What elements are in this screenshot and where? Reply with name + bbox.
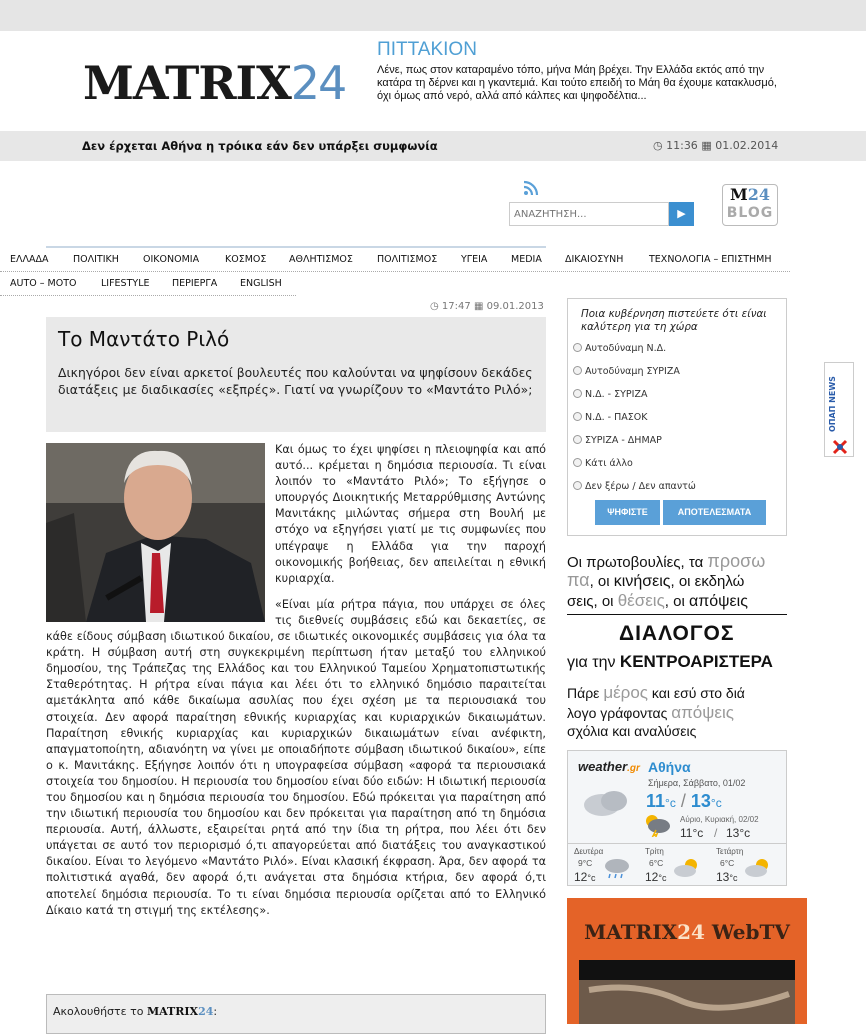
calendar-icon: ▦	[701, 139, 712, 152]
radio-icon[interactable]	[573, 435, 582, 444]
nav-item-economy[interactable]: ΟΙΚΟΝΟΜΙΑ	[143, 254, 200, 265]
article-lead: Δικηγόροι δεν είναι αρκετοί βουλευτές που καλούνται να ψηφίσουν δεκάδες διατάξεις με διαδικασίες «εξπρές». Γιατί να γνωρίζουν το «Μαντάτο Ριλό»;	[58, 365, 533, 397]
webtv-video[interactable]	[579, 960, 795, 1024]
top-bar	[0, 0, 866, 31]
poll-option[interactable]: Κάτι άλλο	[573, 458, 633, 469]
article-title: Το Μαντάτο Ριλό	[58, 327, 230, 351]
article-body	[46, 442, 546, 929]
poll-question: Ποια κυβέρνηση πιστεύετε ότι είναι καλύτερη για τη χώρα	[581, 308, 767, 333]
dialogos-title: ΔΙΑΛΟΓΟΣ	[619, 622, 735, 645]
follow-brand: MATRIX24	[146, 1005, 214, 1018]
opap-news-badge[interactable]: ΟΠΑΠ NEWS	[824, 362, 854, 457]
nav-item-sports[interactable]: ΑΘΛΗΤΙΣΜΟΣ	[289, 254, 353, 265]
poll-option[interactable]: Αυτοδύναμη ΣΥΡΙΖΑ	[573, 366, 680, 377]
article-header	[46, 317, 546, 432]
storm-cloud-icon	[644, 813, 672, 837]
pittakion-text[interactable]: Λένε, πως στον καταραμένο τόπο, μήνα Μάη βρέχει. Την Ελλάδα εκτός από την κατάρα τη δέρνει και η γκαντεμιά. Και τούτο επειδή το Μάη θα έχουμε κατακλυσμό, όχι όμως από νερό, αλλά από κάλπες και ψηφοδέλτια...	[377, 64, 777, 102]
breaking-news-bar	[0, 131, 866, 161]
radio-icon[interactable]	[573, 458, 582, 467]
article-paragraph: Και όμως το έχει ψηφίσει η πλειοψηφία και από αυτό... κρέμεται η δημόσια περιουσία. Τι είναι λοιπόν το «Μαντάτο Ριλό»; Το εξήγησε ο υπουργός Διοικητικής Μεταρρύθμισης Αντώνης Μανιτάκης μιλώντας σήμερα στη Βουλή με στόχο να εξηγήσει γιατί με τις συμφωνίες που υπέγραψε η Ελλάδα για την παροχή οικονομικής βοήθειας, δεν απειλείται η εθνική κυριαρχία.	[275, 443, 546, 585]
nav-item-justice[interactable]: ΔΙΚΑΙΟΣΥΝΗ	[565, 254, 624, 265]
nav-item-culture[interactable]: ΠΟΛΙΤΙΣΜΟΣ	[377, 254, 438, 265]
article-paragraph: «Είναι μία ρήτρα πάγια, που υπάρχει σε όλες τις διεθνείς συμβάσεις εδώ και δεκαετίες, σε κάθε είδους σύμβαση ιδιωτικού δικαίου, σε ιδιωτικές οικονομικές συμβάσεις για όλα τα κράτη. Η σύμβαση αυτή στη συγκεκριμένη περίπτωση ήταν μεταξύ του ελληνικού δημοσίου, της Τράπεζας της Ελλάδος και του Ελληνικού Ταμείου Χρηματοπιστωτικής Σταθερότητας. Η ρήτρα είναι πάγια και λέει ότι το ελληνικό δημόσιο παραιτείται αμετάκλητα από κάθε δικαίωμα ασυλίας που έχει σχέση με τα περιουσιακά του στοιχεία. Δεν αφορά παραίτηση εθνικής κυριαρχίας και κυριαρχικών δικαιωμάτων. Παραίτηση εθνικής κυριαρχίας και κυριαρχικών δικαιωμάτων είναι ανέφικτη, απαγματοποίητη, αδιανόητη να γίνει με οποιαδήποτε σύμβαση ιδιωτικού δικαίου», είπε ο κ. Μανιτάκης. Εξήγησε λοιπόν ότι η υπογραφείσα σύμβαση «αφορά τα περιουσιακά στοιχεία του δημοσίου. Η περιουσία του δημοσίου είναι δύο ειδών: Η ιδιωτική περιουσία του δημοσίου και η δημόσια περιουσία του δημοσίου. Εδώ πρόκειται για παραίτηση από την ιδιωτική περιουσία του δημοσίου και δεν πρόκειται για παραίτηση από τη δημόσια περιουσία. Αυτή, άλλωστε, εξαιρείται ρητά από την ίδια τη ρήτρα, που λέει ότι δεν υπάγεται σε αυτό τον περιορισμό ό,τι απαγορεύεται από διατάξεις του αναγκαστικού δικαίου. Είναι το λεγόμενο «Μαντάτο Ριλό». Είναι κλασική έκφραση. Άρα, δεν αφορά τα πολιτιστικά αγαθά, δεν αφορά ό,τι ανάγεται στα δημόσια κτήρια, δεν αφορά ό,τι αποτελεί δημόσια περιουσία. Το τι είναι δημόσια περιουσία ορίζεται από το Ελληνικό Δίκαιο κατά τη στιγμή της εκτέλεσης».	[46, 597, 546, 917]
nav-divider	[46, 246, 546, 248]
radio-icon[interactable]	[573, 389, 582, 398]
nav-item-health[interactable]: ΥΓΕΙΑ	[461, 254, 488, 265]
search-input[interactable]	[509, 202, 669, 226]
clock-icon: ◷	[653, 139, 663, 152]
weather-widget[interactable]: weather.gr Αθήνα Σήμερα, Σάββατο, 01/02 11°c / 13°c Αύριο, Κυριακή, 02/02 11°c / 13°c Δευτέρα 9°C 12°c Τρίτη 6°C 12°c Τετάρτη 6°C 13°c	[567, 750, 787, 886]
partly-sunny-icon	[673, 857, 701, 879]
nav-item-english[interactable]: ENGLISH	[240, 278, 282, 289]
nav-item-media[interactable]: MEDIA	[511, 254, 542, 265]
clock-icon: ◷	[430, 301, 439, 312]
main-nav-row-1	[0, 252, 790, 272]
nav-item-greece[interactable]: ΕΛΛΑΔΑ	[10, 254, 49, 265]
calendar-icon: ▦	[473, 301, 484, 312]
radio-icon[interactable]	[573, 412, 582, 421]
nav-item-politics[interactable]: ΠΟΛΙΤΙΚΗ	[73, 254, 119, 265]
blog-badge[interactable]: M24 BLOG	[722, 184, 778, 226]
poll-option[interactable]: Ν.Δ. - ΣΥΡΙΖΑ	[573, 389, 647, 400]
vote-button[interactable]: ΨΗΦΙΣΤΕ	[595, 500, 660, 525]
breaking-headline[interactable]: Δεν έρχεται Αθήνα η τρόικα εάν δεν υπάρξει συμφωνία	[82, 139, 438, 153]
weather-logo: weather.gr	[578, 759, 640, 774]
article-datetime: ◷ 17:47 ▦ 09.01.2013	[430, 301, 544, 312]
news-datetime: ◷ 11:36 ▦ 01.02.2014	[653, 139, 779, 152]
webtv-title: MATRIX24 WebTV	[584, 920, 790, 944]
nav-item-world[interactable]: ΚΟΣΜΟΣ	[225, 254, 267, 265]
poll-widget	[567, 298, 787, 536]
poll-option[interactable]: Ν.Δ. - ΠΑΣΟΚ	[573, 412, 647, 423]
cloud-icon	[580, 783, 632, 819]
site-header	[0, 31, 866, 131]
radio-icon[interactable]	[573, 343, 582, 352]
main-nav-row-2	[0, 276, 296, 296]
today-temperature: 11°c / 13°c	[646, 791, 722, 811]
nav-item-lifestyle[interactable]: LIFESTYLE	[101, 278, 150, 289]
site-logo[interactable]: MATRIX24	[83, 56, 346, 110]
nav-item-technology[interactable]: ΤΕΧΝΟΛΟΓΙΑ – ΕΠΙΣΤΗΜΗ	[649, 254, 772, 265]
results-button[interactable]: ΑΠΟΤΕΛΕΣΜΑΤΑ	[663, 500, 766, 525]
pittakion-title[interactable]: ΠΙΤΤΑΚΙΟΝ	[377, 39, 477, 60]
nav-item-auto-moto[interactable]: AUTO – MOTO	[10, 278, 77, 289]
search-button[interactable]: ▶	[669, 202, 694, 226]
nav-item-strange[interactable]: ΠΕΡΙΕΡΓΑ	[172, 278, 218, 289]
rain-icon	[603, 857, 631, 879]
radio-icon[interactable]	[573, 481, 582, 490]
poll-option[interactable]: Αυτοδύναμη Ν.Δ.	[573, 343, 666, 354]
poll-option[interactable]: Δεν ξέρω / Δεν απαντώ	[573, 481, 696, 492]
webtv-banner[interactable]	[567, 898, 807, 1024]
poll-option[interactable]: ΣΥΡΙΖΑ - ΔΗΜΑΡ	[573, 435, 662, 446]
radio-icon[interactable]	[573, 366, 582, 375]
follow-box: Ακολουθήστε το MATRIX24:	[46, 994, 546, 1034]
dialogos-banner[interactable]: Οι πρωτοβουλίες, τα προσω πα, οι κινήσεις, οι εκδηλώ σεις, οι θέσεις, οι απόψεις ΔΙΑΛΟΓΟΣ για την ΚΕΝΤΡΟΑΡΙΣΤΕΡΑ Πάρε μέρος και εσύ στο διά λογο γράφοντας απόψεις σχόλια και αναλύσεις	[567, 552, 787, 739]
rss-icon[interactable]	[523, 180, 541, 196]
weather-city: Αθήνα	[648, 759, 691, 775]
partly-sunny-icon	[744, 857, 772, 879]
